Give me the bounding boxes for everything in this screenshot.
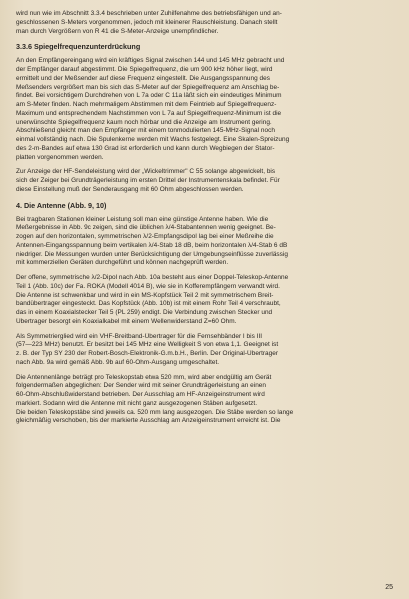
text-line: Maximum und entsprechendem Nachstimmen von L 7a auf Spiegelfrequenz-Minimum ist die xyxy=(16,109,282,117)
text-line: Meßergebnisse in Abb. 9c zeigen, sind die üblichen λ/4-Stabantennen wenig geeignet. Be- xyxy=(16,224,276,232)
text-line: das in einem Koaxialstecker Teil 5 (PL 259) endigt. Die Verbindung zwischen Stecker und xyxy=(16,309,273,316)
text-line: Bei tragbaren Stationen kleiner Leistung soll man eine günstige Antenne haben. Wie die xyxy=(16,215,269,223)
section-4-paragraph-3 xyxy=(16,333,395,368)
intro-paragraph xyxy=(16,10,395,36)
text-line: unerwünschte Spiegelfrequenz kaum noch hörbar und die Anzeige am Instrument gering. xyxy=(16,118,272,126)
text-line: Meßsenders vergrößert man bis sich das S-Meter auf der Spiegelfrequenz am Anschlag be- xyxy=(16,83,280,91)
text-line: folgendermaßen abgeglichen: Der Sender wird mit seiner Grundträgerleistung an einen xyxy=(16,382,267,390)
text-line: 60-Ohm-Abschlußwiderstand betrieben. Der Ausschlag am HF-Anzeigeinstrument wird xyxy=(16,391,265,398)
text-line: Die Antennenlänge beträgt pro Teleskopstab etwa 520 mm, wird aber endgültig am Gerät xyxy=(16,373,272,381)
text-line: bandübertrager eingesteckt. Das Kopfstück (Abb. 10b) ist mit einem Rohr Teil 4 verschraubt, xyxy=(16,300,281,308)
section-heading-4: 4. Die Antenne (Abb. 9, 10) xyxy=(16,200,107,210)
text-line: An den Empfängereingang wird ein kräftiges Signal zwischen 144 und 145 MHz gebracht und xyxy=(16,57,285,65)
text-line: Der offene, symmetrische λ/2-Dipol nach Abb. 10a besteht aus einer Doppel-Teleskop-Antenne xyxy=(16,274,289,281)
text-line: gleichmäßig verschoben, bis der markierte Ausschlag am Anzeigeinstrument erreicht ist. Die xyxy=(16,417,281,425)
section-heading-3-3-6: 3.3.6 Spiegelfrequenzunterdrückung xyxy=(16,42,141,52)
section-3-3-6-paragraph-2 xyxy=(16,168,395,194)
text-line: Die beiden Teleskopstäbe sind jeweils ca. 520 mm lang ausgezogen. Die Stäbe werden so lange xyxy=(16,408,294,416)
text-line: ermittelt und der Meßsender auf diese Frequenz eingestellt. Die Ausgangsspannung des xyxy=(16,74,270,82)
text-line: markiert. Sodann wird die Antenne mit nicht ganz ausgezogenen Stäben aufgesetzt. xyxy=(16,399,258,407)
text-line: wird nun wie im Abschnitt 3.3.4 beschrieben unter Zuhilfenahme des betriebsfähigen und an- xyxy=(16,10,282,17)
text-line: des 2-m-Bandes auf etwa 130 Grad ist erforderlich und kann durch Wegbiegen der Stator- xyxy=(16,144,275,152)
text-line: z. B. der Typ SY 230 der Robert-Bosch-Elektronik-G.m.b.H., Berlin. Der Original-Übertrager xyxy=(16,350,279,357)
text-line: am S-Meter finden. Nach mehrmaligem Abstimmen mit dem Feintrieb auf Spiegelfrequenz- xyxy=(16,101,277,108)
text-line: Die Antenne ist schwenkbar und wird in ein MS-Kopfstück Teil 2 mit symmetrischem Breit- xyxy=(16,291,274,299)
text-line: (57—223 MHz) benutzt. Er besitzt bei 145 MHz eine Welligkeit S von etwa 1,1. Geeignet ist xyxy=(16,341,279,349)
page-number: 25 xyxy=(385,584,393,591)
text-line: mit kommerziellen Geräten durchgeführt und können nachgeprüft werden. xyxy=(16,259,229,267)
text-line: geschlossenen S-Meters vorgenommen, jedoch mit kleinerer Rauschleistung. Danach stellt xyxy=(16,18,278,26)
text-line: niedriger. Die Messungen wurden unter Berücksichtigung der Umgebungseinflüsse zuverlässig xyxy=(16,250,288,258)
text-line: der Empfänger darauf abgestimmt. Die Spiegelfrequenz, die um 900 kHz höher liegt, wird xyxy=(16,66,273,73)
text-line: Abschließend gleicht man den Empfänger mit einem tonmodulierten 145-MHz-Signal noch xyxy=(16,127,275,135)
text-line: diese Einstellung muß der Senderausgang mit 60 Ohm abgeschlossen werden. xyxy=(16,185,244,193)
text-line: Antennen-Eingangsspannung beim vertikalen λ/4-Stab 18 dB, beim horizontalen λ/4-Stab 6 dB xyxy=(16,241,288,249)
text-line: Zur Anzeige der HF-Sendeleistung wird der „Wickeltrimmer" C 55 solange abgewickelt, bis xyxy=(16,168,276,176)
text-line: zogen auf den horizontalen, symmetrischen λ/2-Empfangsdipol lag bei einer Meßreihe die xyxy=(16,233,274,240)
section-4-paragraph-4 xyxy=(16,374,395,427)
section-4-paragraph-2 xyxy=(16,274,395,327)
text-line: man durch Vergrößern von R 41 die S-Meter-Anzeige unempfindlicher. xyxy=(16,27,219,35)
text-line: Übertrager besorgt ein Koaxialkabel mit einem Wellenwiderstand Z=60 Ohm. xyxy=(16,317,237,325)
section-4-paragraph-1 xyxy=(16,216,395,269)
text-line: Als Symmetrierglied wird ein VHF-Breitband-Übertrager für die Fernsehbänder I bis III xyxy=(16,332,263,340)
text-line: nach Abb. 9a wird gemäß Abb. 9b auf 60-Ohm-Ausgang umgeschaltet. xyxy=(16,358,220,366)
text-line: sich der Zeiger bei Grundträgerleistung im ersten Drittel der Instrumentenskala befindet. Für xyxy=(16,177,280,184)
text-line: Teil 1 (Abb. 10c) der Fa. ROKA (Modell 4014 B), wie sie in Kofferempfängern verwandt wird. xyxy=(16,282,280,290)
text-line: platten vorgenommen werden. xyxy=(16,153,104,161)
section-3-3-6-paragraph-1 xyxy=(16,57,395,162)
text-line: einmal vollständig nach. Die Spulenkerne werden mit Wachs festgelegt. Eine Skalen-Spreizung xyxy=(16,136,290,143)
text-line: findet. Bei vorsichtigem Durchdrehen von L 7a oder C 11a läßt sich ein eindeutiges Minimum xyxy=(16,92,282,100)
